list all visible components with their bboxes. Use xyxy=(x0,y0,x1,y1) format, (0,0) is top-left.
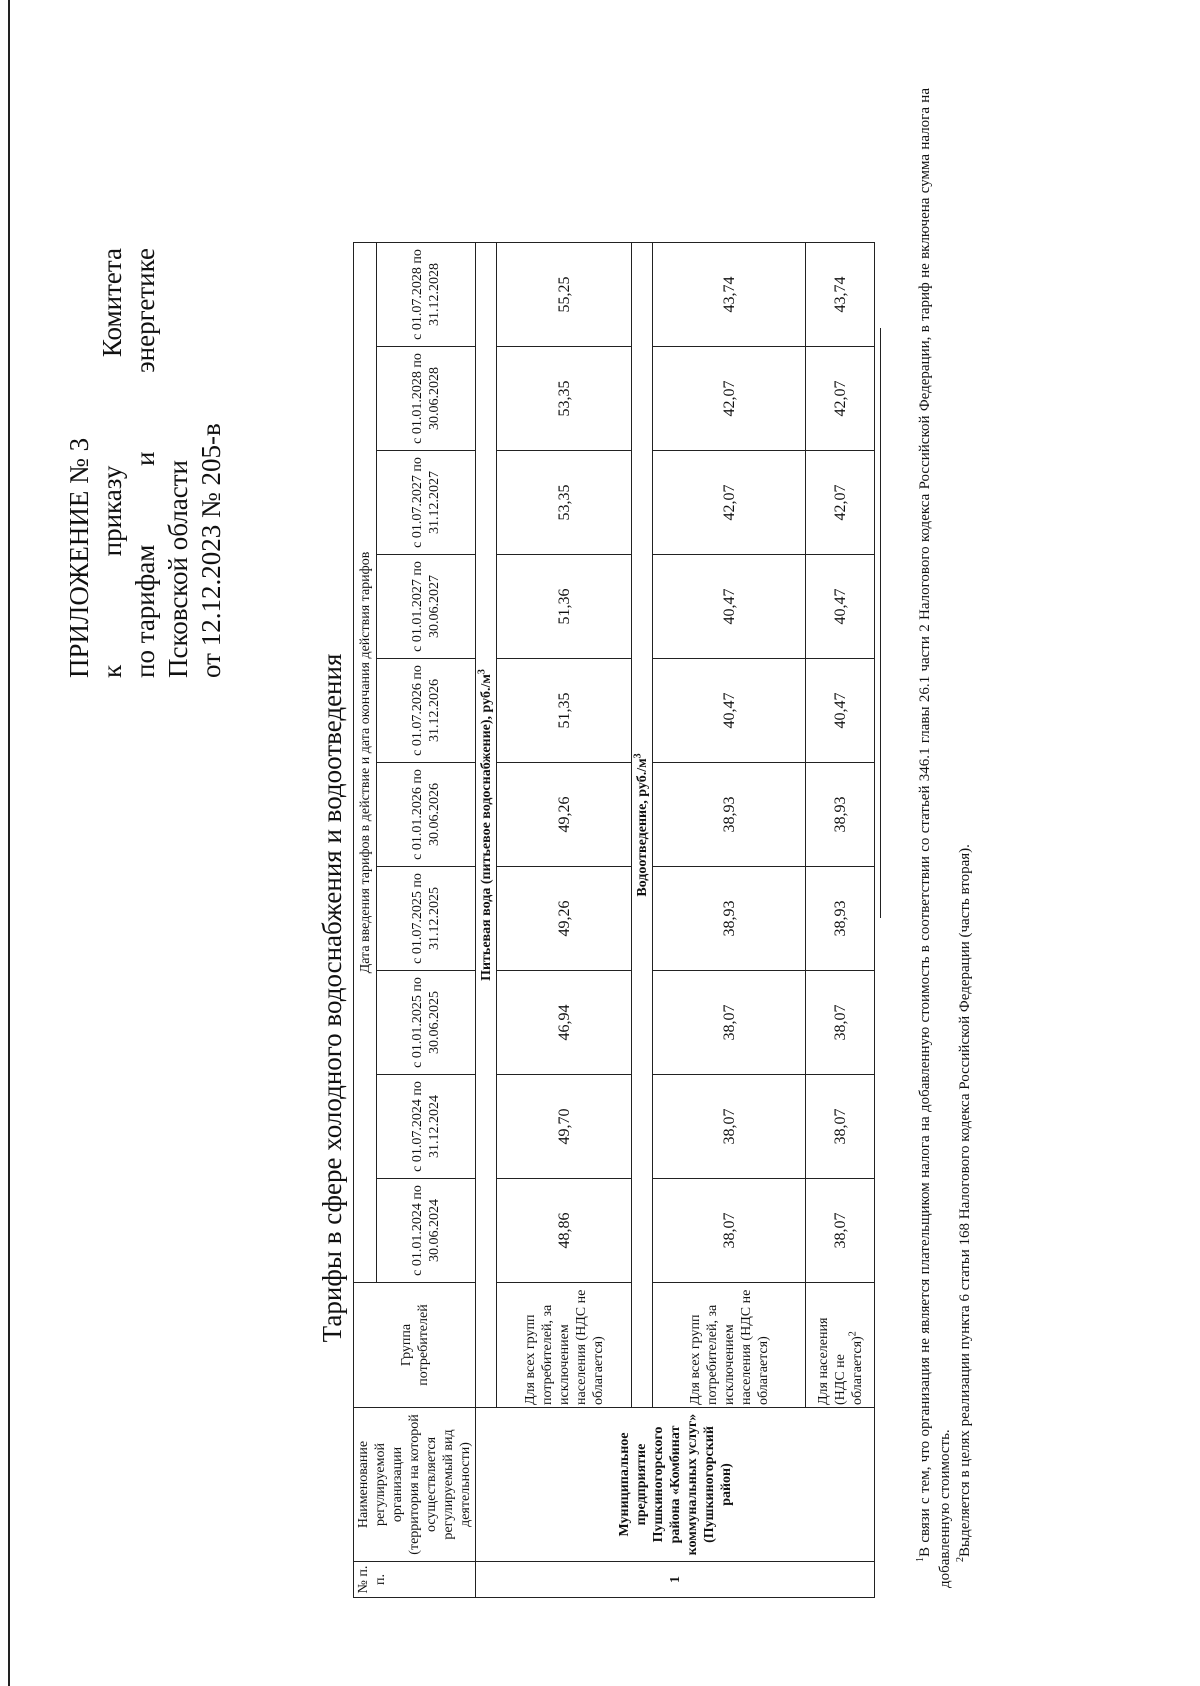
section-sewer-label: Водоотведение, $руб./м^3$ xyxy=(632,243,653,1408)
header-row-1 xyxy=(354,243,377,1598)
appendix-line-region: Псковской области xyxy=(163,459,193,678)
period-cell: с 01.01.2026 по 30.06.2026 xyxy=(377,763,476,867)
group-pop-label: Для населения (НДС не облагается)$^2$ xyxy=(806,1283,875,1408)
sewer-pop-value: 38,07 xyxy=(806,1179,875,1283)
sewer-pop-value: 40,47 xyxy=(806,555,875,659)
rotated-page-content xyxy=(55,58,1145,1608)
separator-line xyxy=(880,328,881,918)
appendix-header xyxy=(63,248,228,678)
footnotes xyxy=(915,88,975,1588)
water-value: 53,35 xyxy=(497,451,632,555)
water-value: 51,35 xyxy=(497,659,632,763)
sewer-pop-value: 38,07 xyxy=(806,1075,875,1179)
sewer-value: 38,93 xyxy=(653,763,806,867)
sewer-value: 38,93 xyxy=(653,867,806,971)
period-cell: с 01.01.2025 по 30.06.2025 xyxy=(377,971,476,1075)
period-cell: с 01.07.2027 по 31.12.2027 xyxy=(377,451,476,555)
period-cell: с 01.07.2025 по 31.12.2025 xyxy=(377,867,476,971)
appendix-line-committee: по тарифам и энергетике xyxy=(130,248,160,678)
sewer-value: 38,07 xyxy=(653,1075,806,1179)
sewer-value: 38,07 xyxy=(653,1179,806,1283)
tariff-table xyxy=(353,242,875,1598)
period-cell: с 01.01.2028 по 30.06.2028 xyxy=(377,347,476,451)
water-value: 49,70 xyxy=(497,1075,632,1179)
table-row-sewer-all xyxy=(653,243,806,1598)
table-row-water-all xyxy=(497,243,632,1598)
section-row-sewer xyxy=(632,243,653,1598)
document-title: Тарифы в сфере холодного водоснабжения и водоотведения xyxy=(317,653,347,1343)
sewer-pop-value: 38,07 xyxy=(806,971,875,1075)
water-value: 48,86 xyxy=(497,1179,632,1283)
period-header: Дата введения тарифов в действие и дата окончания действия тарифов xyxy=(354,243,377,1283)
water-value: 51,36 xyxy=(497,555,632,659)
footnote-2: $^2$Выделяется в целях реализации пункта 6 статьи 168 Налогового кодекса Российской Федерации (часть вторая). xyxy=(955,844,973,1562)
footnote-1: $^1$В связи с тем, что организация не является плательщиком налога на добавленную стоимость в соответствии со статьей 346.1 главы 26.1 части 2 Налогового кодекса Российской Федерации, в тариф не включена сумма налога на добавленную стоимость. xyxy=(915,88,953,1588)
period-cell: с 01.01.2027 по 30.06.2027 xyxy=(377,555,476,659)
sewer-pop-value: 38,93 xyxy=(806,763,875,867)
col-group-header: Группа потребителей xyxy=(354,1283,476,1408)
sewer-pop-value: 38,93 xyxy=(806,867,875,971)
period-cell: с 01.07.2028 по 31.12.2028 xyxy=(377,243,476,347)
sewer-pop-value: 42,07 xyxy=(806,347,875,451)
water-value: 46,94 xyxy=(497,971,632,1075)
water-value: 53,35 xyxy=(497,347,632,451)
section-water-label: Питьевая вода (питьевое водоснабжение), $руб./м^3$ xyxy=(476,243,497,1408)
sewer-value: 42,07 xyxy=(653,451,806,555)
org-name: Муниципальное предприятие Пушкиногорского района «Комбинат коммунальных услуг» (Пушкиногорский район) xyxy=(476,1408,875,1562)
water-value: 55,25 xyxy=(497,243,632,347)
sewer-value: 40,47 xyxy=(653,659,806,763)
group-all-label: Для всех групп потребителей, за исключением населения (НДС не облагается) xyxy=(497,1283,632,1408)
sewer-value: 43,74 xyxy=(653,243,806,347)
table-row-sewer-pop xyxy=(806,243,875,1598)
period-cell: с 01.07.2026 по 31.12.2026 xyxy=(377,659,476,763)
appendix-line-date: от 12.12.2023 № 205-в xyxy=(196,423,226,678)
col-org-header: Наименование регулируемой организации (территория на которой осуществляется регулируемый вид деятельности) xyxy=(354,1408,476,1562)
col-num-header: № п. п. xyxy=(354,1562,476,1598)
sewer-value: 40,47 xyxy=(653,555,806,659)
sewer-pop-value: 40,47 xyxy=(806,659,875,763)
appendix-line-order: к приказу Комитета xyxy=(97,248,127,678)
sewer-pop-value: 42,07 xyxy=(806,451,875,555)
row-number: 1 xyxy=(476,1562,875,1598)
sewer-pop-value: 43,74 xyxy=(806,243,875,347)
water-value: 49,26 xyxy=(497,867,632,971)
period-cell: с 01.07.2024 по 31.12.2024 xyxy=(377,1075,476,1179)
period-cell: с 01.01.2024 по 30.06.2024 xyxy=(377,1179,476,1283)
section-row-water xyxy=(476,243,497,1598)
sewer-value: 42,07 xyxy=(653,347,806,451)
appendix-title: ПРИЛОЖЕНИЕ № 3 xyxy=(64,437,94,678)
water-value: 49,26 xyxy=(497,763,632,867)
scan-edge-line xyxy=(8,0,10,1686)
sewer-value: 38,07 xyxy=(653,971,806,1075)
group-all-label: Для всех групп потребителей, за исключением населения (НДС не облагается) xyxy=(653,1283,806,1408)
